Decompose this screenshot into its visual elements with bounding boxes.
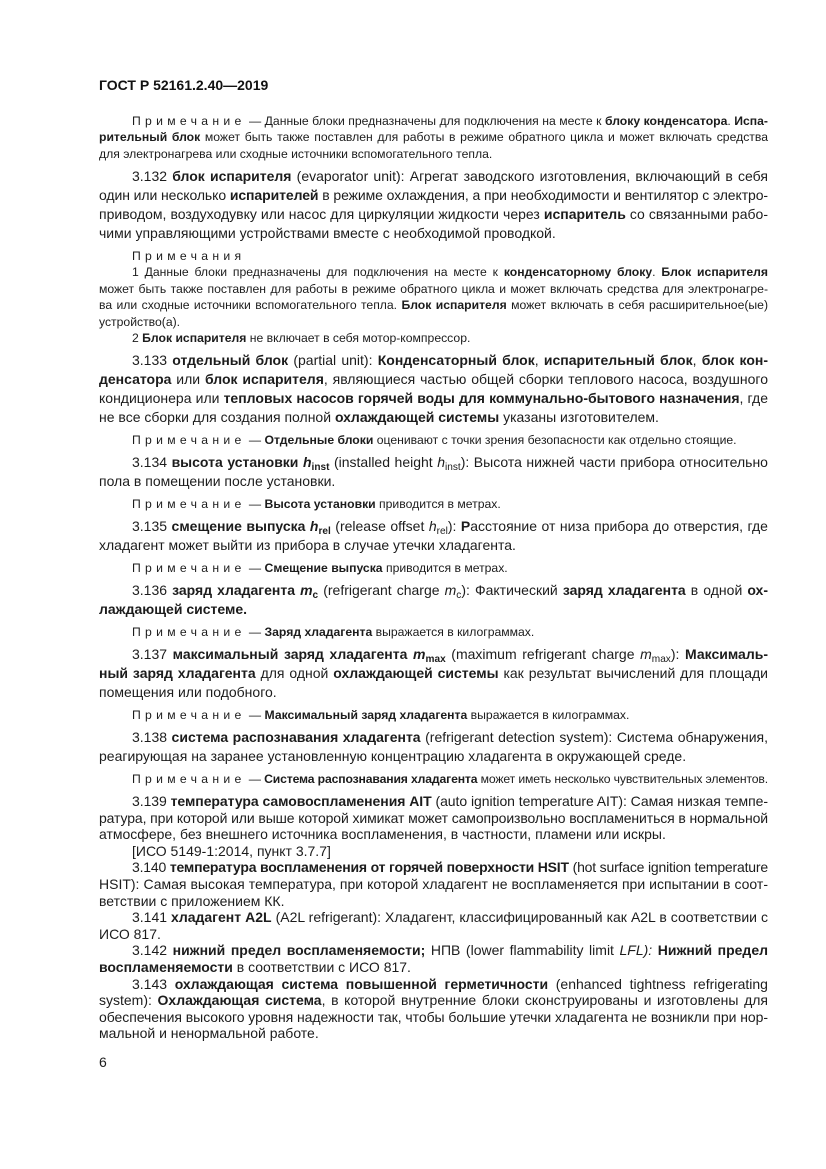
text-run: может иметь несколько чувствительных элементов.: [477, 772, 768, 787]
subscript: rel: [436, 526, 448, 538]
text-run: 3.133: [132, 352, 173, 368]
line-text: [99, 146, 492, 163]
note-label: Примечание: [132, 772, 246, 787]
note-label: Примечание: [132, 561, 246, 576]
text-run: Максимальный заряд хладагента: [264, 708, 468, 723]
text-run: охлаждающей системы: [333, 665, 499, 681]
line-text: [132, 560, 508, 577]
line-text: [132, 859, 768, 876]
text-run: m: [300, 582, 313, 598]
text-line: [99, 472, 768, 491]
line-text: [99, 389, 768, 408]
text-run: Р: [460, 518, 471, 534]
line-text: [132, 432, 737, 449]
text-run: чими управляющими устройствами вместе с необходимой проводкой.: [99, 224, 556, 241]
text-line: [99, 330, 768, 347]
text-run: ):: [447, 518, 461, 534]
text-line: [99, 517, 768, 536]
text-run: , где: [739, 390, 768, 406]
text-run: (installed height: [329, 454, 438, 470]
text-run: 3.135: [132, 518, 172, 534]
text-run: денсатора: [99, 371, 172, 387]
text-run: m: [640, 646, 652, 662]
subscript: inst: [445, 462, 461, 474]
text-run: —: [245, 772, 265, 787]
text-run: system):: [99, 992, 158, 1009]
term-entry-3-143: [99, 976, 768, 1042]
text-run: температура воспламенения от горячей поверхности HSIT: [169, 859, 569, 876]
line-text: [99, 281, 768, 298]
text-run: система распознавания хладагента: [171, 729, 421, 745]
text-line: [99, 224, 768, 243]
text-run: 3.143: [132, 975, 175, 992]
text-run: Испа-: [734, 113, 768, 128]
line-text: [99, 826, 666, 843]
text-run: температура самовоспламенения AIT: [170, 793, 432, 810]
text-run: рительный блок: [99, 130, 201, 145]
text-run: 3.139: [132, 793, 171, 810]
text-line: [99, 408, 768, 427]
line-text: [99, 926, 161, 943]
text-line: [99, 876, 768, 893]
text-run: Высота установки: [264, 497, 376, 512]
text-run: не все сборки для создания полной: [99, 409, 335, 425]
text-line: [99, 600, 768, 619]
text-run: помещения или подобного.: [99, 684, 277, 700]
text-line: [99, 113, 768, 130]
text-run: —: [245, 497, 265, 512]
term-entry-3-140: [99, 859, 768, 909]
line-text: [132, 843, 331, 860]
text-run: 2: [132, 331, 143, 346]
text-run: ):: [670, 646, 686, 662]
notes-heading: [99, 248, 768, 265]
text-run: (A2L refrigerant): Хладагент, классифицированный как A2L в соответствии с: [271, 909, 768, 926]
text-run: ный заряд хладагента: [99, 665, 256, 681]
line-text: [99, 810, 768, 827]
subscript: max: [651, 654, 671, 666]
text-run: пола в помещении после установки.: [99, 473, 336, 489]
text-run: для электронагрева или сходные источники вспомогательного тепла.: [99, 146, 493, 161]
text-run: реагирующая на заранее установленную концентрацию хладагента в окружающей среде.: [99, 748, 687, 764]
text-run: —: [245, 433, 265, 448]
line-text: [99, 683, 277, 702]
line-text: [132, 793, 768, 810]
text-run: асстояние от низа прибора до отверстия, где: [470, 518, 768, 534]
line-text: [132, 453, 768, 472]
text-run: , являющиеся частью общей сборки теплового насоса, воздушного: [323, 371, 768, 387]
text-line: [99, 581, 768, 600]
line-text: [132, 264, 768, 281]
line-text: [132, 771, 768, 788]
line-text: [99, 959, 411, 976]
text-line: [99, 992, 768, 1009]
text-run: Максималь-: [685, 646, 768, 662]
text-run: ): Фактический: [461, 582, 563, 598]
text-run: Блок испарителя: [661, 265, 768, 280]
text-run: НПВ (lower flammability limit: [425, 942, 620, 959]
text-line: [99, 281, 768, 298]
text-run: Отдельные блоки: [264, 433, 374, 448]
subscript: inst: [311, 462, 330, 474]
text-run: испарительный блок: [543, 352, 693, 368]
text-run: ветствии с приложением КК.: [99, 892, 285, 909]
text-line: [99, 645, 768, 664]
note-label: Примечание: [132, 625, 246, 640]
text-run: 1 Данные блоки предназначены для подключения на месте к: [132, 265, 504, 280]
note-label: Примечания: [132, 248, 246, 263]
line-text: [132, 248, 245, 265]
line-text: [132, 581, 768, 600]
text-run: со связанными рабо-: [625, 205, 768, 222]
page-number: 6: [99, 1054, 107, 1070]
text-run: —: [245, 561, 265, 576]
text-run: блок испарителя: [204, 371, 324, 387]
text-run: ): Высота нижней части прибора относительно: [460, 454, 768, 470]
text-line: [99, 167, 768, 186]
text-run: в режиме охлаждения, а при необходимости и вентилятор с электро-: [318, 186, 768, 203]
line-text: [99, 1025, 319, 1042]
text-run: воспламеняемости: [99, 958, 233, 975]
text-run: 3.134: [132, 454, 172, 470]
text-run: h: [428, 518, 437, 534]
subscript: max: [425, 654, 446, 666]
text-run: отдельный блок: [172, 352, 289, 368]
text-line: [99, 1025, 768, 1042]
note-label: Примечание: [132, 433, 246, 448]
text-run: , в которой внутренние блоки сконструированы и изготовлены для: [321, 992, 768, 1009]
text-run: h: [437, 454, 446, 470]
text-run: испаритель: [543, 205, 626, 222]
text-line: [99, 926, 768, 943]
text-run: блок испарителя: [172, 167, 292, 184]
text-run: —: [245, 708, 265, 723]
text-run: обеспечения высокого уровня надежности так, чтобы большие утечки хладагента не возникли при нор-: [99, 1008, 768, 1025]
text-line: [99, 205, 768, 224]
text-run: Блок испарителя: [142, 331, 247, 346]
line-text: [132, 942, 768, 959]
term-entry-3-136: [99, 581, 768, 619]
text-run: (hot surface ignition temperature: [568, 859, 768, 876]
text-line: [99, 624, 768, 641]
text-line: [99, 859, 768, 876]
text-run: один или несколько: [99, 186, 230, 203]
text-line: [99, 683, 768, 702]
text-line: [99, 843, 768, 860]
text-run: приводится в метрах.: [382, 561, 508, 576]
text-run: кондиционера или: [99, 390, 224, 406]
line-text: [99, 370, 768, 389]
note-3-134: [99, 496, 768, 513]
text-line: [99, 351, 768, 370]
note-3-137: [99, 707, 768, 724]
line-text: [132, 167, 768, 186]
line-text: [99, 664, 768, 683]
text-run: Конденсаторный блок: [377, 352, 535, 368]
note-label: Примечание: [132, 113, 246, 128]
text-line: [99, 536, 768, 555]
subscript: c: [456, 590, 462, 602]
note-3-135: [99, 560, 768, 577]
text-line: [99, 707, 768, 724]
text-run: или: [171, 371, 205, 387]
text-run: смещение выпуска: [171, 518, 310, 534]
text-run: ратура, при которой или выше которой химикат может самопроизвольно воспламениться в нормальной: [99, 809, 768, 826]
text-run: высота установки: [171, 454, 303, 470]
text-run: Охлаждающая система: [157, 992, 322, 1009]
line-text: [99, 314, 180, 331]
line-text: [132, 351, 768, 370]
line-text: [99, 297, 768, 314]
source-reference: [99, 843, 768, 860]
text-run: ва или сходные источники вспомогательного тепла.: [99, 298, 402, 313]
text-run: .: [727, 113, 735, 128]
text-run: ох-: [747, 582, 768, 598]
text-run: приводится в метрах.: [375, 497, 501, 512]
text-run: для одной: [255, 665, 334, 681]
line-text: [132, 517, 768, 536]
text-run: хладагент A2L: [171, 909, 272, 926]
term-entry-3-133: [99, 351, 768, 427]
line-text: [99, 472, 335, 491]
text-run: [ИСО 5149-1:2014, пункт 3.7.7]: [132, 842, 331, 859]
line-text: [99, 224, 556, 243]
text-run: ,: [692, 352, 702, 368]
term-entry-3-135: [99, 517, 768, 555]
text-run: выражается в килограммах.: [467, 708, 630, 723]
text-run: в соответствии с ИСО 817.: [232, 958, 411, 975]
subscript: c: [312, 590, 319, 602]
text-run: ИСО 817.: [99, 925, 161, 942]
line-text: [99, 205, 768, 224]
line-text: [132, 113, 768, 130]
line-text: [99, 129, 768, 146]
text-run: 3.140: [132, 859, 170, 876]
text-run: может включать в себя расширительное(ые): [506, 298, 769, 313]
text-line: [99, 664, 768, 683]
text-run: h: [302, 454, 312, 470]
text-line: [99, 432, 768, 449]
text-run: заряд хладагента: [172, 582, 301, 598]
text-run: блоку конденсатора: [604, 113, 728, 128]
note-item-2: [99, 330, 768, 347]
text-line: [99, 1009, 768, 1026]
line-text: [99, 747, 686, 766]
text-run: m: [444, 582, 457, 598]
text-run: указаны изготовителем.: [499, 409, 659, 425]
text-run: (refrigerant detection system): Система обнаружения,: [420, 729, 768, 745]
note-item-1: [99, 264, 768, 330]
text-run: ,: [534, 352, 544, 368]
text-run: заряд хладагента: [562, 582, 686, 598]
text-run: устройство(а).: [99, 314, 181, 329]
subscript: rel: [318, 526, 331, 538]
text-run: может быть также поставлен для работы в режиме обратного цикла и может включать средства: [200, 130, 768, 145]
line-text: [99, 992, 768, 1009]
text-run: HSIT): Самая высокая температура, при которой хладагент не воспламеняется при испытании в соот-: [99, 876, 768, 893]
text-run: максимальный заряд хладагента: [172, 646, 414, 662]
term-entry-3-134: [99, 453, 768, 491]
term-entry-3-138: [99, 728, 768, 766]
text-run: 3.136: [132, 582, 173, 598]
text-line: [99, 747, 768, 766]
text-run: не включает в себя мотор-компрессор.: [246, 331, 471, 346]
term-entry-3-141: [99, 909, 768, 942]
text-run: 3.137: [132, 646, 173, 662]
text-run: конденсаторному блоку: [503, 265, 653, 280]
text-run: —: [245, 625, 265, 640]
text-line: [99, 909, 768, 926]
text-line: [99, 186, 768, 205]
text-line: [99, 146, 768, 163]
term-entry-3-142: [99, 942, 768, 975]
text-run: (enhanced tightness refrigerating: [548, 975, 768, 992]
text-line: [99, 297, 768, 314]
text-run: выражается в килограммах.: [372, 625, 535, 640]
line-text: [99, 186, 768, 205]
text-line: [99, 314, 768, 331]
text-run: 3.141: [132, 909, 172, 926]
text-line: [99, 959, 768, 976]
text-line: [99, 793, 768, 810]
note-3-138: [99, 771, 768, 788]
text-run: (release offset: [330, 518, 429, 534]
text-line: [99, 560, 768, 577]
line-text: [99, 893, 284, 910]
line-text: [99, 876, 768, 893]
text-run: 3.142: [132, 942, 173, 959]
text-run: лаждающей системе.: [99, 601, 247, 617]
line-text: [99, 408, 659, 427]
line-text: [132, 496, 501, 513]
line-text: [132, 707, 629, 724]
text-run: Заряд хладагента: [264, 625, 373, 640]
line-text: [132, 330, 470, 347]
text-run: 3.138: [132, 729, 172, 745]
text-line: [99, 389, 768, 408]
term-entry-3-132: [99, 167, 768, 243]
text-run: охлаждающей системы: [334, 409, 500, 425]
text-line: [99, 942, 768, 959]
text-line: [99, 826, 768, 843]
text-run: (refrigerant charge: [318, 582, 445, 598]
text-line: [99, 370, 768, 389]
text-run: в одной: [685, 582, 748, 598]
text-run: (partial unit):: [288, 352, 378, 368]
text-run: тепловых насосов горячей воды для коммунально-бытового назначения: [223, 390, 740, 406]
text-run: (maximum refrigerant charge: [445, 646, 641, 662]
line-text: [132, 645, 768, 664]
term-entry-3-139: [99, 793, 768, 843]
text-line: [99, 453, 768, 472]
text-run: хладагент может выйти из прибора в случае утечки хладагента.: [99, 537, 516, 553]
note-3-133: [99, 432, 768, 449]
text-line: [99, 728, 768, 747]
text-run: охлаждающая система повышенной герметичности: [174, 975, 549, 992]
line-text: [132, 624, 534, 641]
text-run: .: [652, 265, 662, 280]
text-line: [99, 893, 768, 910]
note-label: Примечание: [132, 497, 246, 512]
text-line: [99, 496, 768, 513]
text-run: Система распознавания хладагента: [264, 772, 478, 787]
line-text: [99, 536, 516, 555]
text-run: Блок испарителя: [401, 298, 507, 313]
text-run: 3.132: [132, 167, 173, 184]
text-run: блок кон-: [701, 352, 769, 368]
line-text: [132, 909, 768, 926]
text-line: [99, 810, 768, 827]
text-run: (auto ignition temperature AIT): Самая низкая темпе-: [431, 793, 768, 810]
text-line: [99, 976, 768, 993]
note-units-condenser: [99, 113, 768, 163]
text-run: Смещение выпуска: [264, 561, 383, 576]
note-label: Примечание: [132, 708, 246, 723]
standard-code-header: ГОСТ Р 52161.2.40—2019: [99, 77, 269, 93]
line-text: [132, 728, 768, 747]
text-run: может быть также поставлен для работы в режиме обратного цикла и может включать средства для электронагре-: [99, 281, 768, 296]
text-line: [99, 264, 768, 281]
text-run: как результат вычислений для площади: [498, 665, 768, 681]
text-run: LFL):: [619, 942, 658, 959]
term-entry-3-137: [99, 645, 768, 702]
note-3-136: [99, 624, 768, 641]
text-run: оценивают с точки зрения безопасности как отдельно стоящие.: [373, 433, 737, 448]
text-run: нижний предел воспламеняемости;: [172, 942, 426, 959]
text-line: [99, 771, 768, 788]
line-text: [99, 1009, 768, 1026]
text-run: — Данные блоки предназначены для подключения на месте к: [245, 113, 605, 128]
line-text: [99, 600, 247, 619]
document-body: [99, 113, 768, 1042]
text-run: испарителей: [229, 186, 319, 203]
text-run: h: [309, 518, 319, 534]
text-line: [99, 129, 768, 146]
text-run: (evaporator unit): Агрегат заводского изготовления, включающий в себя: [291, 167, 768, 184]
text-run: m: [413, 646, 426, 662]
line-text: [132, 976, 768, 993]
text-run: приводом, воздуходувку или насос для циркуляции жидкости через: [99, 205, 544, 222]
text-run: мальной и ненормальной работе.: [99, 1025, 319, 1042]
text-run: атмосфере, без внешнего источника воспламенения, в частности, пламени или искры.: [99, 826, 666, 843]
text-run: Нижний предел: [657, 942, 768, 959]
text-line: [99, 248, 768, 265]
